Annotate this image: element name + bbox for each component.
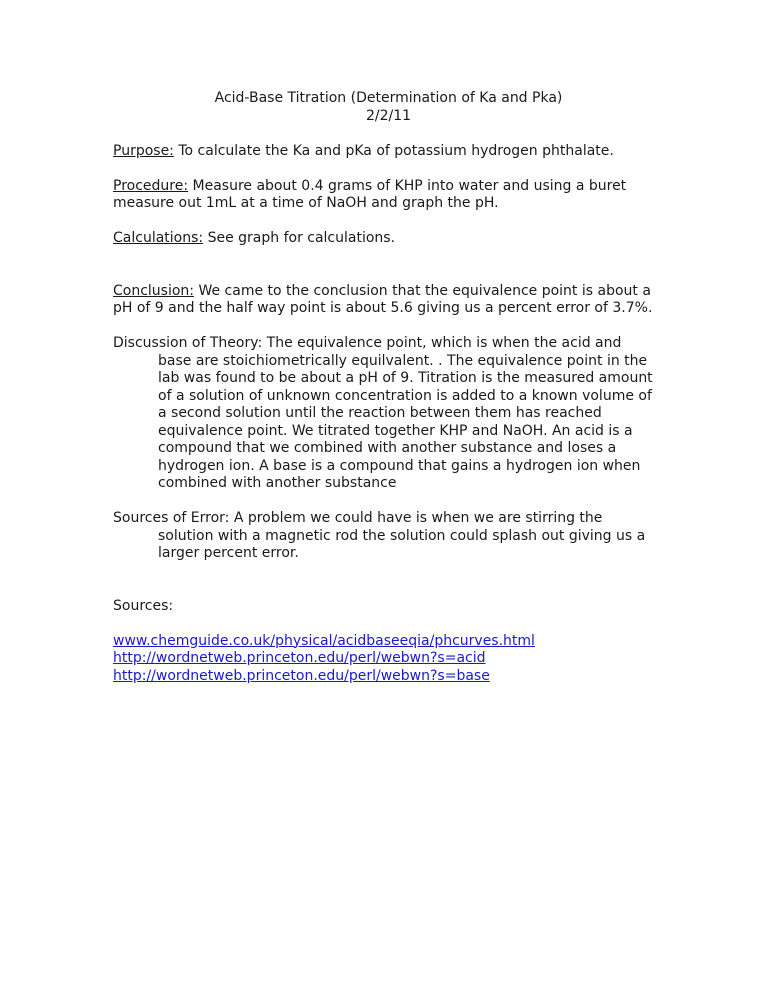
calculations-label: Calculations: [113,230,204,246]
conclusion-label: Conclusion: [113,282,195,299]
calculations-paragraph [113,230,658,248]
spacer [113,160,658,178]
conclusion-text: We came to the conclusion that the equivalence point is about a pH of 9 and the half way point is about 5.6 giving us a percent error of 3.7%. [113,282,653,316]
errors-paragraph: Sources of Error: A problem we could have is when we are stirring the solution with a magnetic rod the solution could splash out giving us a larger percent error. [113,510,646,561]
spacer [113,125,658,143]
spacer [113,318,658,336]
spacer [113,615,658,633]
spacer [113,213,658,231]
document-date: 2/2/11 [365,107,412,124]
procedure-paragraph [113,178,658,213]
source-link[interactable]: www.chemguide.co.uk/physical/acidbaseeqia/phcurves.html [113,632,535,649]
procedure-label: Procedure: [113,177,189,194]
procedure-text: Measure about 0.4 grams of KHP into water and using a buret measure out 1mL at a time of NaOH and graph the pH. [113,177,627,211]
title-block [116,90,661,125]
document-title: Acid-Base Titration (Determination of Ka and Pka) [214,90,563,106]
purpose-paragraph [113,143,658,161]
spacer [113,563,658,598]
conclusion-paragraph [113,283,658,318]
spacer [113,493,658,511]
spacer [113,248,658,283]
purpose-text: To calculate the Ka and pKa of potassium hydrogen phthalate. [173,142,614,159]
document-body [113,90,658,685]
purpose-label: Purpose: [113,142,174,159]
sources-list [113,633,658,686]
discussion-paragraph: Discussion of Theory: The equivalence point, which is when the acid and base are stoichiometrically equilvalent. . The equivalence point in the lab was found to be about a pH of 9. Titration is the measured amount of a solution of unknown concentration is added to a known volume of a second solution until the reaction between them has reached equivalence point. We titrated together KHP and NaOH. An acid is a compound that we combined with another substance and loses a hydrogen ion. A base is a compound that gains a hydrogen ion when combined with another substance [113,335,653,491]
source-link[interactable]: http://wordnetweb.princeton.edu/perl/webwn?s=acid [113,650,486,666]
calculations-text: See graph for calculations. [203,230,396,246]
sources-label: Sources: [113,597,174,614]
source-link[interactable]: http://wordnetweb.princeton.edu/perl/webwn?s=base [113,667,490,684]
